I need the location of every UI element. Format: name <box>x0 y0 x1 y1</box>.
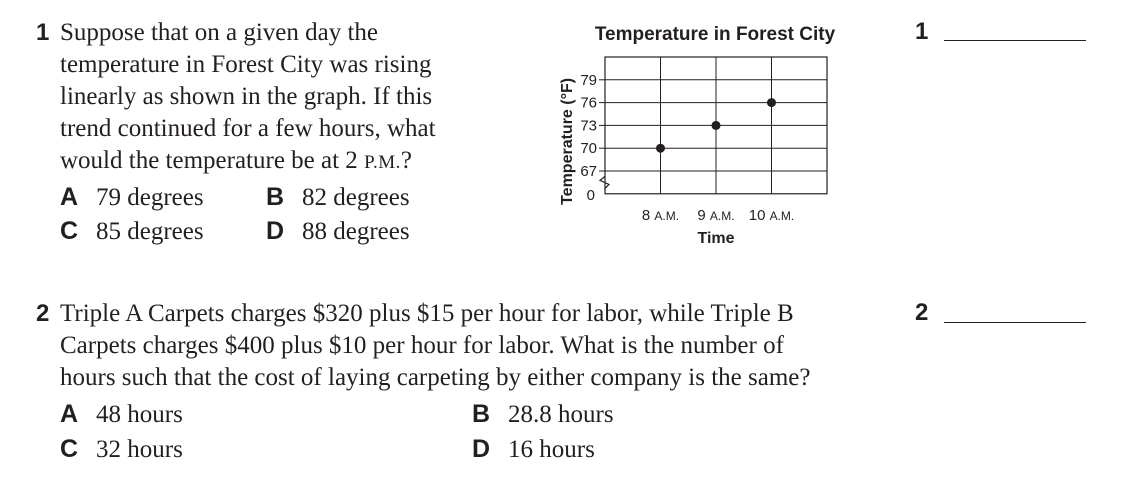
data-point <box>656 144 665 153</box>
question-1-line <box>60 145 436 179</box>
choice-letter: C <box>60 435 79 463</box>
answer-2-label: 2 <box>915 299 929 326</box>
choice-letter: B <box>266 183 285 211</box>
choice-text: 79 degrees <box>96 184 204 211</box>
question-1-line: temperature in Forest City was rising <box>60 51 432 78</box>
answer-1-label: 1 <box>915 18 929 45</box>
choice-text: 48 hours <box>96 401 183 428</box>
y-tick-label: 79 <box>580 71 597 89</box>
question-2-line: Carpets charges $400 plus $10 per hour for labor. What is the number of <box>60 332 784 359</box>
question-1-line-prefix: would the temperature be at 2 <box>60 147 365 174</box>
choice-letter: B <box>472 400 491 428</box>
chart-title: Temperature in Forest City <box>594 24 836 45</box>
question-2-text <box>60 298 810 394</box>
question-1-line: trend continued for a few hours, what <box>60 115 436 142</box>
choice-letter: C <box>60 217 79 245</box>
y-zero-label: 0 <box>586 186 595 204</box>
y-tick-label: 70 <box>580 140 597 158</box>
answer-2-line[interactable] <box>944 322 1086 323</box>
x-tick-label: 10 A.M. <box>748 206 795 224</box>
question-1-choice-d[interactable] <box>266 214 410 249</box>
question-1-line: Suppose that on a given day the <box>60 19 378 46</box>
x-axis-label: Time <box>697 229 735 247</box>
question-2-choice-d[interactable] <box>472 432 595 467</box>
choice-text: 28.8 hours <box>508 401 614 428</box>
question-2-choice-b[interactable] <box>472 397 614 432</box>
choice-letter: D <box>472 435 491 463</box>
data-point <box>712 121 721 130</box>
choice-text: 88 degrees <box>302 218 410 245</box>
question-1-choice-a[interactable] <box>60 180 204 215</box>
question-2-line: Triple A Carpets charges $320 plus $15 per hour for labor, while Triple B <box>60 300 794 327</box>
question-1-choice-b[interactable] <box>266 180 410 215</box>
question-2-line: hours such that the cost of laying carpeting by either company is the same? <box>60 364 811 391</box>
temperature-chart <box>548 48 848 248</box>
data-point <box>767 98 776 107</box>
question-2-number: 2 <box>36 300 50 327</box>
choice-text: 32 hours <box>96 436 183 463</box>
choice-letter: A <box>60 400 79 428</box>
choice-text: 82 degrees <box>302 184 410 211</box>
question-1-line-suffix: ? <box>400 147 413 174</box>
choice-text: 16 hours <box>508 436 595 463</box>
y-tick-label: 73 <box>580 117 597 135</box>
choice-letter: D <box>266 217 285 245</box>
question-2-choice-a[interactable] <box>60 397 183 432</box>
question-1-pm: P.M. <box>364 152 401 173</box>
choice-letter: A <box>60 183 79 211</box>
question-1-choice-c[interactable] <box>60 214 204 249</box>
x-tick-label: 9 A.M. <box>697 206 735 224</box>
y-axis-label: Temperature (°F) <box>559 77 576 205</box>
choice-text: 85 degrees <box>96 218 204 245</box>
y-tick-label: 76 <box>580 94 597 112</box>
question-1-text <box>60 17 436 179</box>
answer-1-line[interactable] <box>944 40 1086 41</box>
x-tick-label: 8 A.M. <box>641 206 680 224</box>
y-tick-label: 67 <box>580 163 597 180</box>
question-1-line: linearly as shown in the graph. If this <box>60 83 433 110</box>
question-1-number: 1 <box>36 19 50 46</box>
question-2-choice-c[interactable] <box>60 432 183 467</box>
